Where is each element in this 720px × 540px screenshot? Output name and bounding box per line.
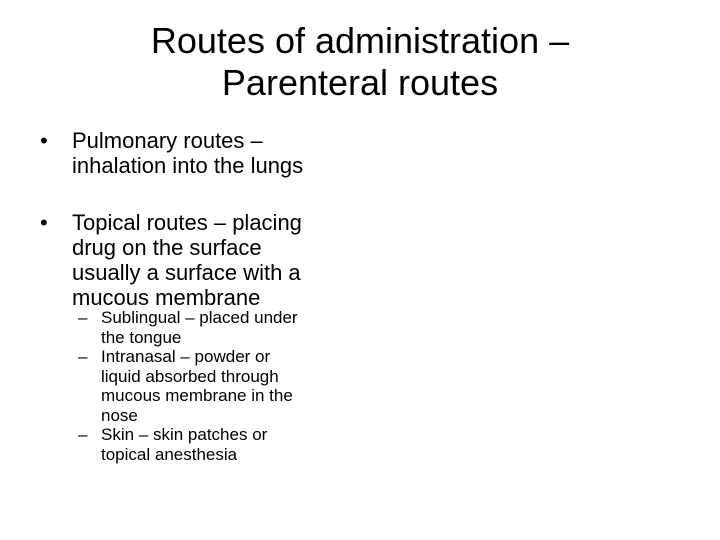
sub-bullet-line: liquid absorbed through <box>101 366 279 386</box>
sub-bullet-text <box>101 425 378 464</box>
title-line: Parenteral routes <box>221 62 499 103</box>
sub-bullet-line: topical anesthesia <box>101 444 238 464</box>
sub-bullet-marker: – <box>78 347 88 366</box>
sub-bullet-line: Sublingual – placed under <box>101 308 298 327</box>
sub-bullet-text <box>101 308 378 347</box>
sub-bullet-line: mucous membrane in the <box>101 386 293 405</box>
slide-title <box>40 20 680 104</box>
sub-bullet-line: Intranasal – powder or <box>101 347 271 366</box>
bullet-line: usually a surface with a <box>72 260 301 285</box>
sub-bullet-skin <box>78 425 378 464</box>
bullet-topical-routes <box>40 210 380 310</box>
sub-bullet-line: nose <box>101 405 138 425</box>
bullet-line: Pulmonary routes – <box>72 128 263 153</box>
bullet-marker: • <box>40 128 48 153</box>
bullet-line: Topical routes – placing <box>72 210 302 235</box>
sub-bullet-sublingual <box>78 308 378 347</box>
bullet-line: mucous membrane <box>72 285 261 310</box>
sub-bullet-text <box>101 347 378 425</box>
sub-bullet-marker: – <box>78 425 88 444</box>
bullet-marker: • <box>40 210 48 235</box>
bullet-pulmonary-routes <box>40 128 380 178</box>
sub-bullet-marker: – <box>78 308 88 327</box>
bullet-text <box>72 210 380 310</box>
sub-bullet-intranasal <box>78 347 378 425</box>
sub-bullet-line: the tongue <box>101 327 182 347</box>
bullet-text <box>72 128 380 178</box>
bullet-line: inhalation into the lungs <box>72 153 304 178</box>
bullet-line: drug on the surface <box>72 235 262 260</box>
sub-bullet-list <box>78 308 378 464</box>
sub-bullet-line: Skin – skin patches or <box>101 425 268 444</box>
title-line: Routes of administration – <box>150 20 570 61</box>
